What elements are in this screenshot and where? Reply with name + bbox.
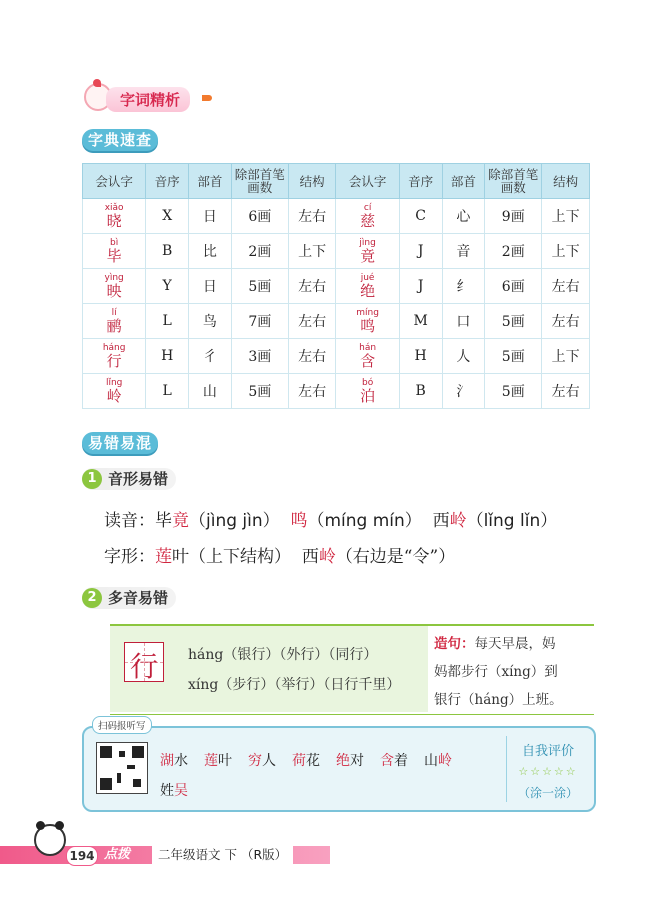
table-cell: 日 (189, 269, 232, 304)
pinyin: cí (363, 202, 372, 213)
carrot-icon (202, 95, 212, 101)
polyphone-line-2: xíng（步行）（举行）（日行千里） (188, 677, 401, 693)
hanzi: 含 (360, 351, 376, 370)
dictionary-table (82, 163, 590, 409)
character-cell (336, 339, 399, 374)
pinyin: lǐng (105, 377, 123, 388)
table-cell: 左右 (542, 269, 590, 304)
evaluation-note: （涂一涂） (517, 786, 578, 800)
character-cell (336, 374, 399, 409)
panda-icon (34, 824, 66, 856)
subheading-label: 多音易错 (108, 589, 169, 607)
table-cell: 鸟 (189, 304, 232, 339)
dictation-words (160, 746, 510, 806)
table-cell: C (399, 199, 442, 234)
table-header-row (83, 164, 590, 199)
dictation-word: 含着 (380, 753, 408, 769)
hanzi: 毕 (106, 246, 122, 265)
hanzi: 绝 (360, 281, 376, 300)
table-cell: 5画 (485, 339, 542, 374)
table-cell: 左右 (542, 374, 590, 409)
qr-code-icon[interactable] (96, 742, 148, 794)
table-cell: 9画 (485, 199, 542, 234)
table-cell: B (146, 234, 189, 269)
subheading-sound-shape (82, 468, 176, 490)
dictation-word: 绝对 (336, 753, 364, 769)
table-cell: H (146, 339, 189, 374)
evaluation-stars[interactable]: ☆☆☆☆☆ (518, 765, 578, 778)
table-cell: 氵 (442, 374, 485, 409)
pinyin: lí (111, 307, 117, 318)
table-header-cell: 除部首笔画数 (485, 164, 542, 199)
table-cell: 7画 (231, 304, 288, 339)
table-cell: 左右 (542, 304, 590, 339)
character-cell (336, 199, 399, 234)
character-cell (83, 304, 146, 339)
table-cell: 比 (189, 234, 232, 269)
table-cell: 6画 (231, 199, 288, 234)
table-cell: L (146, 374, 189, 409)
table-cell: 2画 (231, 234, 288, 269)
table-row (83, 304, 590, 339)
table-cell: 纟 (442, 269, 485, 304)
tian-grid: 行 (124, 642, 164, 682)
page-number: 194 (66, 846, 98, 866)
dictation-word: 荷花 (292, 753, 320, 769)
table-row (83, 234, 590, 269)
table-cell: 音 (442, 234, 485, 269)
character-cell (336, 269, 399, 304)
subheading-polyphone (82, 587, 176, 609)
table-cell: 山 (189, 374, 232, 409)
dictation-word: 姓吴 (160, 783, 188, 799)
character-cell (83, 269, 146, 304)
number-badge: 1 (82, 469, 102, 489)
table-cell: 3画 (231, 339, 288, 374)
table-cell: 5画 (231, 269, 288, 304)
table-cell: 左右 (288, 374, 336, 409)
character-cell (83, 339, 146, 374)
table-body (83, 199, 590, 409)
table-header-cell: 部首 (442, 164, 485, 199)
table-cell: 5画 (231, 374, 288, 409)
number-badge: 2 (82, 588, 102, 608)
pinyin: xiǎo (104, 202, 124, 213)
table-cell: 左右 (288, 269, 336, 304)
table-row (83, 339, 590, 374)
table-cell: Y (146, 269, 189, 304)
hanzi: 岭 (106, 386, 122, 405)
table-header-cell: 除部首笔画数 (231, 164, 288, 199)
table-row (83, 374, 590, 409)
section-title-label: 字词精析 (106, 87, 190, 112)
footer-text: 二年级语文 下 （R版） (152, 846, 293, 864)
pinyin: háng (102, 342, 126, 353)
table-cell: M (399, 304, 442, 339)
table-cell: 5画 (485, 374, 542, 409)
section-title (84, 83, 212, 111)
table-cell: 上下 (288, 234, 336, 269)
dictation-box (82, 721, 596, 812)
character-cell (336, 234, 399, 269)
table-cell: 日 (189, 199, 232, 234)
pinyin: jué (360, 272, 375, 283)
hanzi: 映 (106, 281, 122, 300)
character-cell (336, 304, 399, 339)
table-header-cell: 音序 (399, 164, 442, 199)
table-header-cell: 结构 (542, 164, 590, 199)
self-evaluation (506, 736, 589, 802)
pinyin: jìng (359, 237, 376, 248)
table-cell: 5画 (485, 304, 542, 339)
table-cell: 左右 (288, 339, 336, 374)
table-header-cell: 会认字 (83, 164, 146, 199)
character-cell (83, 374, 146, 409)
dictation-word: 湖水 (160, 753, 188, 769)
table-cell: 人 (442, 339, 485, 374)
table-cell: 上下 (542, 234, 590, 269)
subheading-label: 音形易错 (108, 470, 169, 488)
hanzi: 泊 (360, 386, 376, 405)
table-cell: 左右 (288, 199, 336, 234)
dictation-word: 莲叶 (204, 753, 232, 769)
table-cell: 上下 (542, 339, 590, 374)
hanzi: 行 (106, 351, 122, 370)
table-cell: 2画 (485, 234, 542, 269)
hanzi: 鸣 (360, 316, 376, 335)
table-header-cell: 结构 (288, 164, 336, 199)
table-cell: H (399, 339, 442, 374)
reading-line: 读音：毕竟（jìng jìn） 鸣（míng mín） 西岭（lǐng lǐn） (104, 511, 558, 531)
table-cell: 心 (442, 199, 485, 234)
scan-label: 扫码报听写 (92, 716, 152, 734)
table-header-cell: 音序 (146, 164, 189, 199)
pinyin: hán (359, 342, 377, 353)
evaluation-title: 自我评价 (521, 744, 574, 759)
pinyin: bì (110, 237, 119, 248)
hanzi: 鹂 (106, 316, 122, 335)
shape-line: 字形：莲叶（上下结构） 西岭（右边是“令”） (104, 547, 456, 567)
brand-logo: 点拨 (104, 847, 131, 862)
polyphone-box (110, 624, 594, 715)
character-cell (83, 199, 146, 234)
hanzi: 竟 (360, 246, 376, 265)
example-sentence: 造句：每天早晨，妈 妈都步行（xíng）到 银行（háng）上班。 (434, 636, 563, 708)
table-row (83, 199, 590, 234)
dictation-word: 穷人 (248, 753, 276, 769)
hanzi: 慈 (360, 211, 376, 230)
table-cell: 左右 (288, 304, 336, 339)
polyphone-line-1: háng（银行）（外行）（同行） (188, 647, 378, 663)
table-cell: J (399, 269, 442, 304)
dictation-word: 山岭 (424, 753, 452, 769)
polyphone-left (110, 626, 428, 712)
table-header-cell: 部首 (189, 164, 232, 199)
pinyin: bó (361, 377, 374, 388)
confuse-title: 易错易混 (82, 432, 158, 454)
table-cell: B (399, 374, 442, 409)
table-cell: X (146, 199, 189, 234)
table-cell: 口 (442, 304, 485, 339)
table-cell: L (146, 304, 189, 339)
table-header-cell: 会认字 (336, 164, 399, 199)
hanzi: 晓 (106, 211, 122, 230)
character-cell (83, 234, 146, 269)
pinyin: yìng (104, 272, 124, 283)
table-cell: 上下 (542, 199, 590, 234)
table-cell: 彳 (189, 339, 232, 374)
table-cell: 6画 (485, 269, 542, 304)
pinyin: míng (356, 307, 379, 318)
dict-title: 字典速查 (82, 129, 158, 151)
table-cell: J (399, 234, 442, 269)
table-row (83, 269, 590, 304)
